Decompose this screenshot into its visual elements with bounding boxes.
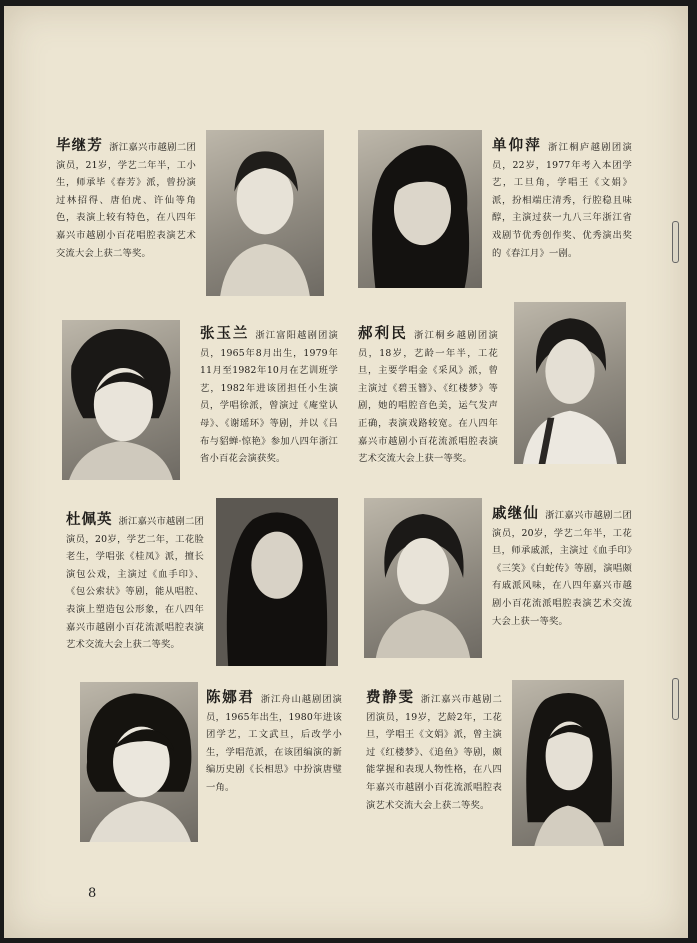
bio-text-fei-jingwen: 浙江嘉兴市越剧二团演员，19岁，艺龄2年，工花旦，学唱王《文娟》派，曾主演过《红楼梦》、《追鱼》等剧，颇能掌握和表现人物性格，在八四年嘉兴市越剧小百花流派唱腔表演艺术交流大会上获二等奖。: [366, 694, 503, 811]
bio-text-bi-jifang: 浙江嘉兴市越剧二团演员，21岁，学艺二年半，工小生，师承毕《春芳》派，曾扮演过林招得、唐伯虎、许仙等角色，表演上较有特色，在八四年嘉兴市越剧小百花唱腔表演艺术交流大会上获二等奖。: [56, 142, 197, 259]
bio-text-shan-yangping: 浙江桐庐越剧团演员，22岁，1977年考入本团学艺，工旦角，学唱王《文娟》派，扮相端庄清秀，行腔稳且味醇，主演过获一九八三年浙江省戏剧节优秀创作奖、优秀演出奖的《春江月》一剧。: [492, 142, 633, 259]
bio-fei-jingwen: [366, 690, 502, 814]
portrait-photo-chen-najun: [80, 682, 198, 842]
name-fei-jingwen: 费静雯: [366, 690, 415, 706]
bio-du-peiying: [66, 512, 204, 654]
binding-staple: [672, 221, 679, 263]
portrait-photo-zhang-yulan: [62, 320, 180, 480]
name-bi-jifang: 毕继芳: [56, 138, 104, 154]
binding-staple: [672, 678, 679, 720]
name-shan-yangping: 单仰萍: [492, 138, 542, 154]
name-qi-jixian: 戚继仙: [492, 506, 540, 522]
bio-text-qi-jixian: 浙江嘉兴市越剧二团演员，20岁，学艺二年半，工花旦，师承戚派，主演过《血手印》《三笑》《白蛇传》等剧，演唱颇有戚派风味，在八四年嘉兴市越剧小百花流派唱腔表演艺术交流大会上获一等奖。: [492, 510, 633, 627]
bio-text-zhang-yulan: 浙江富阳越剧团演员，1965年8月出生，1979年11月至1982年10月在艺训班学艺，1982年进该团担任小生演员，学唱徐派，曾演过《庵堂认母》、《谢瑶环》等剧，并以《吕布与貂蝉·惊艳》参加八四年浙江省小百花会演获奖。: [200, 330, 338, 465]
name-hao-limin: 郝利民: [358, 326, 408, 342]
name-du-peiying: 杜佩英: [66, 512, 113, 528]
bio-qi-jixian: [492, 506, 632, 630]
bio-hao-limin: [358, 326, 498, 468]
bio-zhang-yulan: [200, 326, 338, 468]
page-number: 8: [88, 886, 97, 901]
portrait-photo-shan-yangping: [358, 130, 482, 288]
portrait-photo-qi-jixian: [364, 498, 482, 658]
bio-chen-najun: [206, 690, 342, 797]
bio-shan-yangping: [492, 138, 632, 262]
portrait-photo-fei-jingwen: [512, 680, 624, 846]
magazine-page: [4, 6, 688, 938]
portrait-photo-bi-jifang: [206, 130, 324, 296]
portrait-photo-hao-limin: [514, 302, 626, 464]
name-chen-najun: 陈娜君: [206, 690, 255, 706]
name-zhang-yulan: 张玉兰: [200, 326, 250, 342]
bio-text-hao-limin: 浙江桐乡越剧团演员，18岁，艺龄一年半，工花旦，主要学唱金《采风》派，曾主演过《碧玉簪》、《红楼梦》等剧，她的唱腔音色美，运气发声正确，表演戏路较宽。在八四年嘉兴市越剧小百花流派唱腔表演艺术交流大会上获一等奖。: [358, 330, 499, 465]
bio-text-du-peiying: 浙江嘉兴市越剧二团演员，20岁，学艺二年，工花脸老生，学唱张《桂凤》派，擅长演包公戏，主演过《血手印》、《包公索状》等剧，能从唱腔、表演上塑造包公形象，在八四年嘉兴市越剧小百花流派唱腔表演艺术交流大会上获二等奖。: [66, 516, 204, 651]
bio-bi-jifang: [56, 138, 196, 262]
portrait-photo-du-peiying: [216, 498, 338, 666]
bio-text-chen-najun: 浙江舟山越剧团演员，1965年出生，1980年进该团学艺，工文武旦，后改学小生，学唱范派，在该团编演的新编历史剧《长相思》中扮演唐璧一角。: [206, 694, 343, 793]
